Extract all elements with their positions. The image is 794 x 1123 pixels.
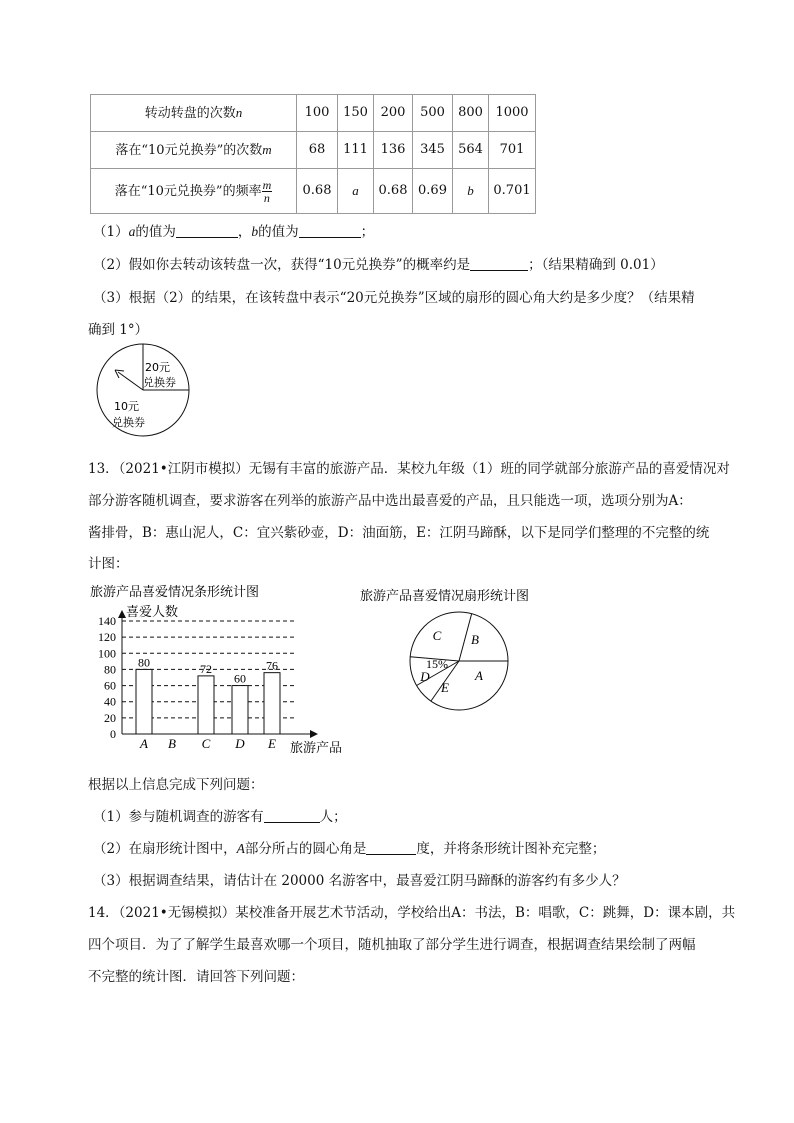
table-cell: 0.68 [374,169,413,214]
bar-E [264,673,280,734]
table-cell: 1000 [489,95,536,132]
spinner-label-20: 20元 [145,361,170,374]
table-cell: 150 [338,95,374,132]
table-cell: 0.701 [489,169,536,214]
table-cell: 68 [297,132,338,169]
y-tick-label: 120 [98,630,116,645]
x-tick-label: E [268,736,276,751]
row-header: 转动转盘的次数n [91,95,297,132]
pie-chart [355,584,565,714]
slice-label-A: A [475,668,483,683]
answer-blank[interactable] [176,223,238,238]
table-row [91,169,536,214]
y-tick-label: 80 [104,662,116,677]
bar-A [136,669,152,734]
chart-title: 旅游产品喜爱情况扇形统计图 [360,589,530,604]
answer-blank[interactable] [366,840,416,855]
q14-line2: 四个项目．为了了解学生最喜欢哪一个项目，随机抽取了部分学生进行调查，根据调查结果绘制了两幅 [88,937,696,953]
table-cell: 564 [453,132,489,169]
q12-part1: （1）a的值为 ，b的值为 ； [93,224,375,240]
y-tick-label: 0 [110,727,116,741]
y-axis-arrow-icon [118,610,126,618]
table-row [91,95,536,132]
answer-blank[interactable] [470,256,528,271]
q13-sub2: （2）在扇形统计图中，A部分所占的圆心角是 度，并将条形统计图补充完整； [93,841,606,857]
y-tick-label: 100 [98,646,116,661]
row-header: 落在“10元兑换券”的频率 $\frac{m}{n}$ [91,169,297,214]
y-axis-label: 喜爱人数 [126,605,179,620]
table-cell: 701 [489,132,536,169]
table-cell: b [453,169,489,214]
table-cell: 100 [297,95,338,132]
table-cell: 136 [374,132,413,169]
slice-label-D: D [420,669,430,684]
table-cell: a [338,169,374,214]
slice-label-E: E [441,680,449,695]
q12-part3-line1: （3）根据（2）的结果，在该转盘中表示“20元兑换券”区域的扇形的圆心角大约是多少度？（结果精 [93,290,695,306]
chart-title: 旅游产品喜爱情况条形统计图 [90,585,260,600]
slice-label-B: B [471,632,479,647]
q13-line1: 13．（2021•江阴市模拟）无锡有丰富的旅游产品．某校九年级（1）班的同学就部分旅游产品的喜爱情况对 [88,461,730,477]
answer-blank[interactable] [264,808,320,823]
q13-sub1: （1）参与随机调查的游客有 人； [93,809,347,825]
q13-after: 根据以上信息完成下列问题： [88,777,264,793]
q14-line1: 14．（2021•无锡模拟）某校准备开展艺术节活动，学校给出A：书法，B：唱歌，C：跳舞，D：课本剧，共 [88,905,736,921]
y-tick-label: 140 [98,614,116,628]
data-label: 72 [200,661,212,676]
table-cell: 500 [413,95,453,132]
y-tick-label: 40 [104,694,116,709]
table-row [91,132,536,169]
data-label: 60 [234,671,246,686]
spinner-diagram [88,340,200,440]
x-tick-label: B [168,736,176,751]
x-axis-arrow-icon [310,730,318,738]
x-axis-label: 旅游产品 [290,741,343,756]
q12-part2: （2）假如你去转动该转盘一次，获得“10元兑换券”的概率约是 ；（结果精确到 0.01） [93,257,664,273]
table-cell: 345 [413,132,453,169]
row-header: 落在“10元兑换券”的次数m [91,132,297,169]
y-tick-label: 20 [104,710,116,725]
fraction: $\frac{m}{n}$ [262,177,272,205]
q13-sub3: （3）根据调查结果，请估计在 20000 名游客中，最喜爱江阴马蹄酥的游客约有多少人？ [93,873,626,889]
bar-D [232,686,248,734]
arrow-head-icon [115,370,124,378]
table-cell: 200 [374,95,413,132]
table-cell: 0.69 [413,169,453,214]
bar-C [198,676,214,734]
answer-blank[interactable] [299,223,361,238]
frequency-table [90,94,536,214]
x-tick-label: C [201,736,211,751]
x-tick-label: A [140,736,148,751]
table-cell: 111 [338,132,374,169]
data-label: 80 [138,655,150,670]
slice-annotation: 15% [426,657,448,671]
q13-line3: 酱排骨，B：惠山泥人，C：宜兴紫砂壶，D：油面筋，E：江阴马蹄酥，以下是同学们整理的不完整的统 [88,525,710,541]
spinner-label-10-sub: 兑换券 [112,416,145,429]
q13-line4: 计图： [88,556,129,572]
q14-line3: 不完整的统计图．请回答下列问题： [88,969,304,985]
table-cell: 800 [453,95,489,132]
q12-part3-line2: 确到 1°） [88,322,149,338]
x-tick-label: D [235,736,245,751]
y-tick-label: 60 [104,678,116,693]
slice-label-C: C [432,628,442,643]
table-cell: 0.68 [297,169,338,214]
spinner-label-20-sub: 兑换券 [143,376,176,389]
q13-line2: 部分游客随机调查，要求游客在列举的旅游产品中选出最喜爱的产品，且只能选一项，选项分别为A： [88,493,692,509]
bar-chart [80,580,360,762]
spinner-label-10: 10元 [114,400,139,413]
spinner-pointer [118,372,143,390]
data-label: 76 [266,658,278,673]
